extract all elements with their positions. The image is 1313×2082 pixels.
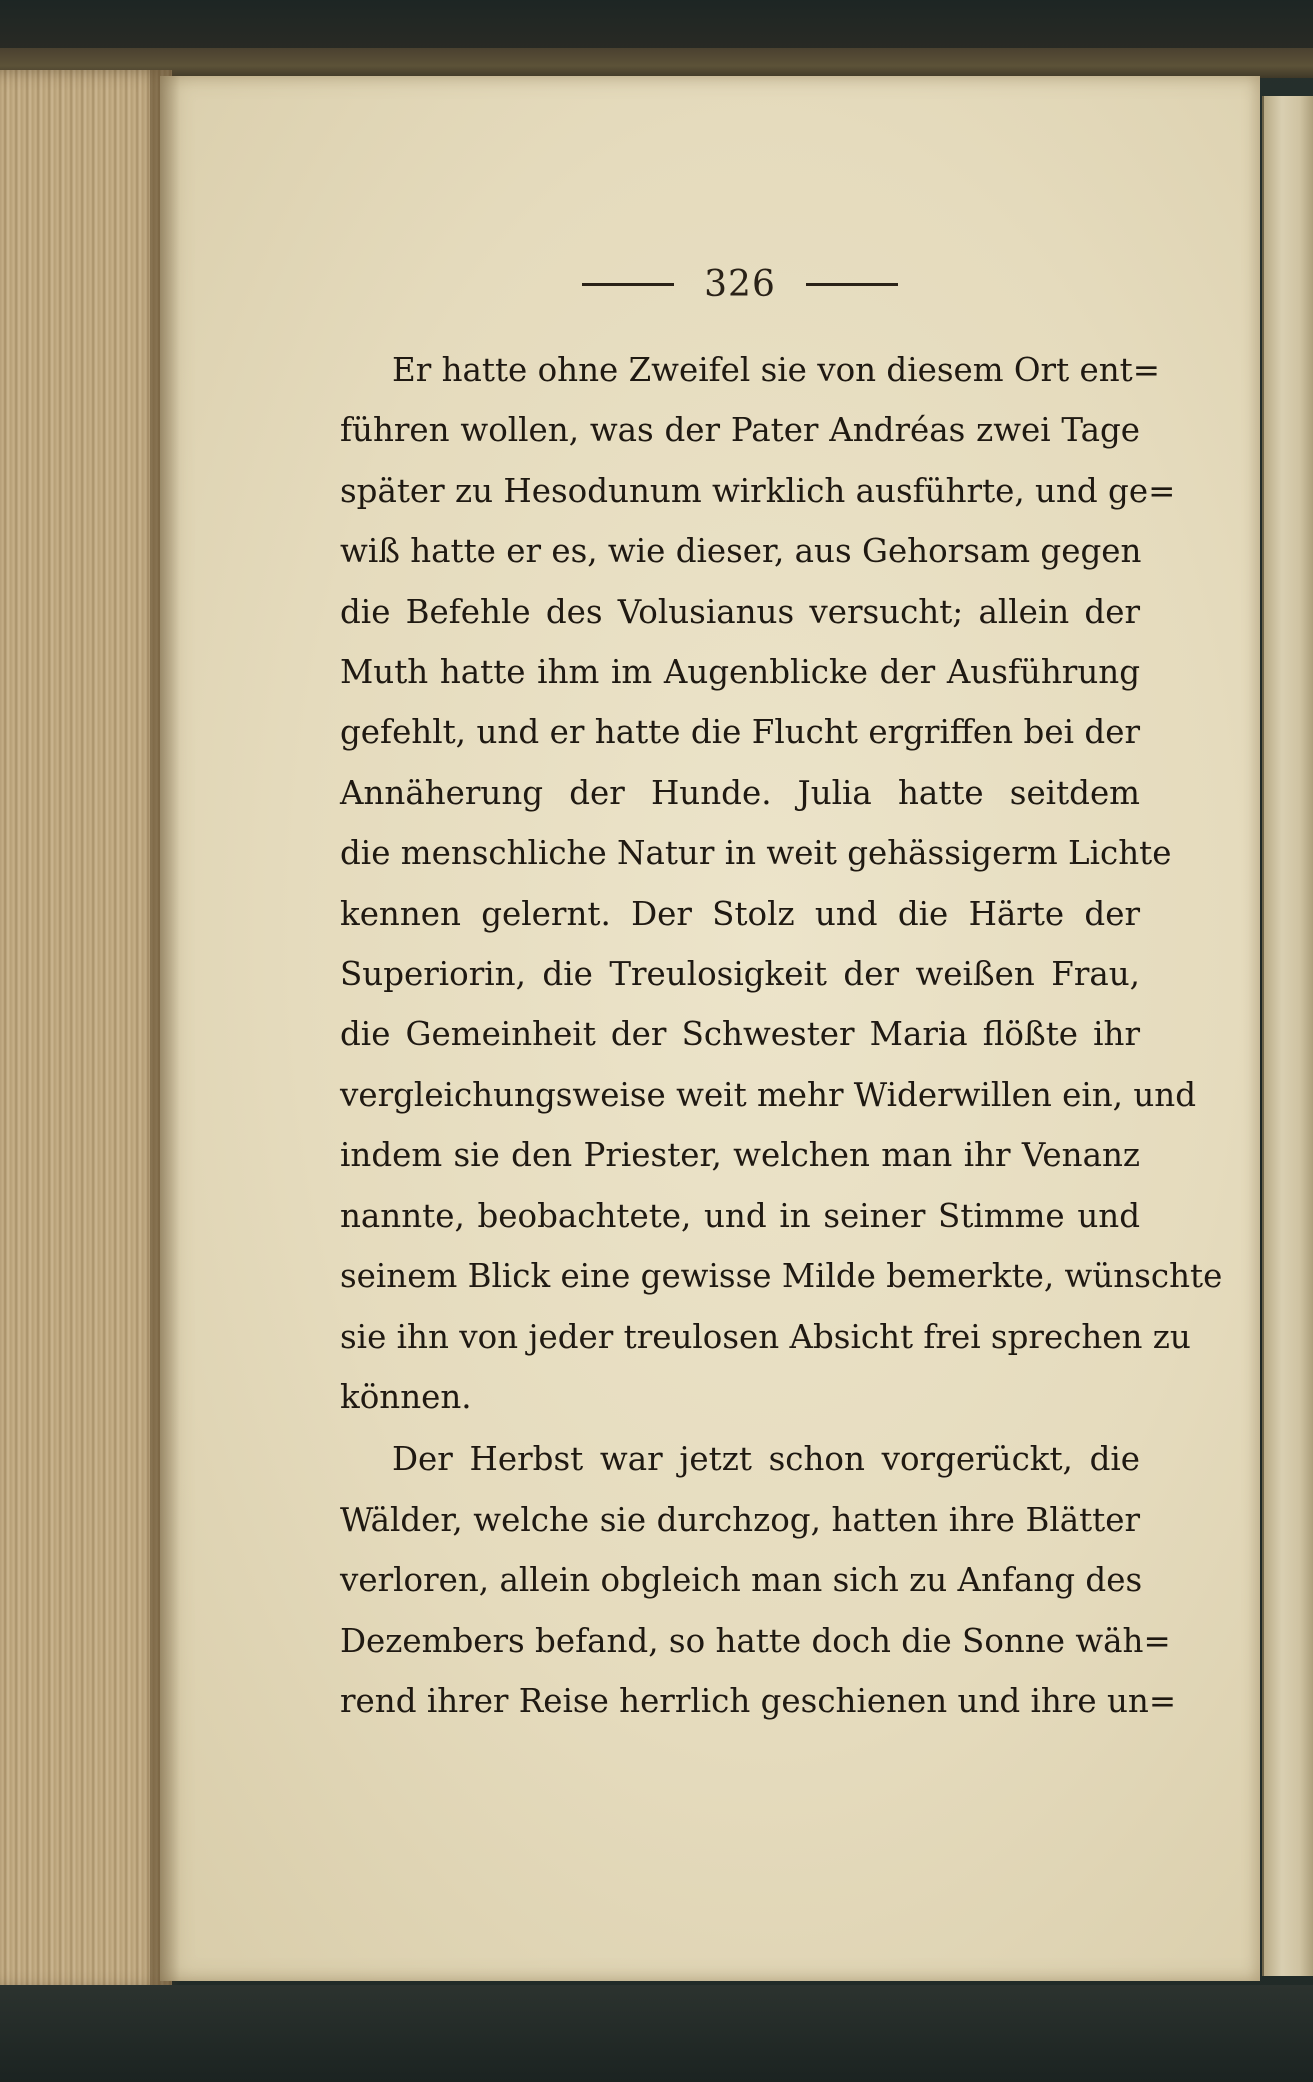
- text-line: wiß hatte er es, wie dieser, aus Gehorsam gegen: [340, 532, 1142, 571]
- text-line: sie ihn von jeder treulosen Absicht frei sprechen zu: [340, 1317, 1191, 1356]
- paragraph-2: [340, 1429, 1177, 1731]
- text-line: Er hatte ohne Zweifel sie von diesem Ort ent=: [392, 351, 1160, 389]
- facing-page-edge: [1262, 96, 1313, 1976]
- header-rule-right: [806, 283, 898, 286]
- paragraph-1: [340, 340, 1223, 1427]
- text-line: rend ihrer Reise herrlich geschienen und ihre un=: [340, 1681, 1177, 1720]
- text-line: vergleichungsweise weit mehr Widerwillen ein, und: [340, 1075, 1196, 1114]
- text-line: Superiorin, die Treulosigkeit der weißen Frau,: [340, 955, 1140, 994]
- gutter-shadow: [150, 70, 180, 1990]
- text-line: können.: [340, 1377, 472, 1416]
- text-line: kennen gelernt. Der Stolz und die Härte der: [340, 894, 1140, 933]
- text-line: später zu Hesodunum wirklich ausführte, und ge=: [340, 471, 1176, 510]
- text-line: verloren, allein obgleich man sich zu Anfang des: [340, 1561, 1143, 1600]
- text-line: die Gemeinheit der Schwester Maria flößte ihr: [340, 1015, 1140, 1054]
- text-line: Der Herbst war jetzt schon vorgerückt, die: [392, 1440, 1140, 1479]
- page-block-edge: [0, 70, 172, 1990]
- text-line: Muth hatte ihm im Augenblicke der Ausführung: [340, 653, 1140, 692]
- text-line: führen wollen, was der Pater Andréas zwei Tage: [340, 411, 1140, 450]
- text-line: nannte, beobachtete, und in seiner Stimme und: [340, 1196, 1140, 1235]
- page-number: 326: [704, 263, 776, 305]
- page-header: [570, 256, 910, 312]
- page-body: [340, 340, 1223, 1731]
- header-rule-left: [582, 283, 674, 286]
- text-line: die menschliche Natur in weit gehässigerm Lichte: [340, 834, 1172, 873]
- text-line: gefehlt, und er hatte die Flucht ergriffen bei der: [340, 713, 1140, 752]
- text-line: Annäherung der Hunde. Julia hatte seitdem: [340, 773, 1140, 812]
- text-line: Dezembers befand, so hatte doch die Sonne wäh=: [340, 1621, 1171, 1660]
- book-cover-edge: [0, 48, 1313, 78]
- text-line: seinem Blick eine gewisse Milde bemerkte, wünschte: [340, 1257, 1223, 1296]
- book-cover-bottom: [0, 1985, 1313, 2082]
- text-line: indem sie den Priester, welchen man ihr Venanz: [340, 1136, 1140, 1175]
- text-line: die Befehle des Volusianus versucht; allein der: [340, 592, 1140, 631]
- text-line: Wälder, welche sie durchzog, hatten ihre Blätter: [340, 1500, 1140, 1539]
